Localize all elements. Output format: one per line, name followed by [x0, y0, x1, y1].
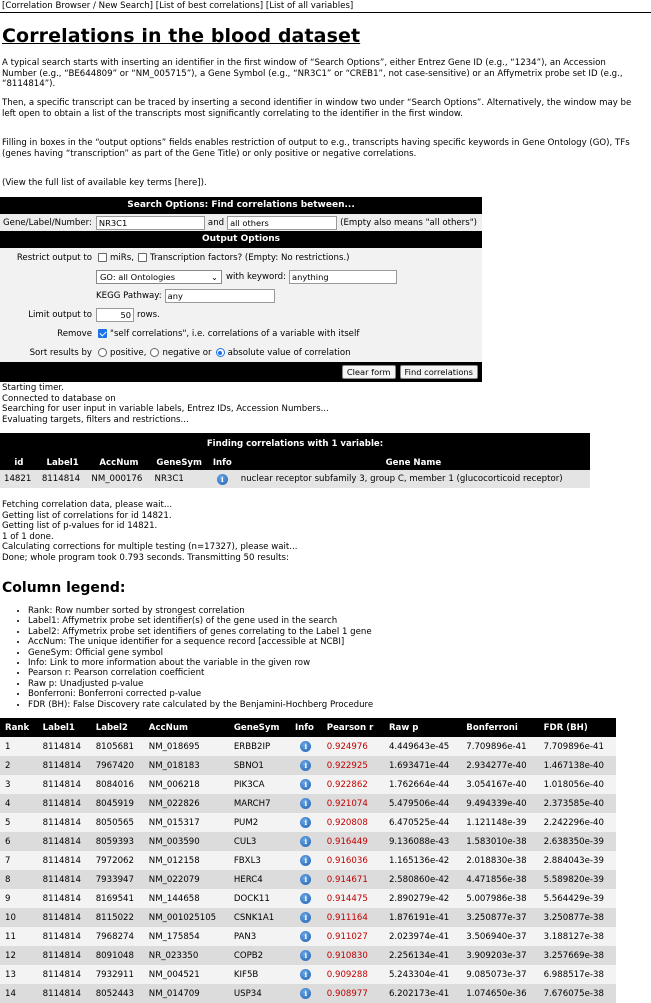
go-select-value: GO: all Ontologies [100, 271, 176, 282]
sort-positive-label: positive, [110, 347, 147, 358]
intro-paragraph-2: Then, a specific transcript can be traced by inserting a second identifier in window two under “Search Options”. Alternatively, the window may be left open to obtain a list of the transcripts most significantly correlating to the identifier in the first window. [2, 98, 632, 119]
top-navigation [0, 0, 651, 13]
cell-accnum: NM_012158 [144, 851, 229, 870]
cell-accnum: NM_001025105 [144, 908, 229, 927]
cell-raw-p: 6.470525e-44 [384, 813, 461, 832]
cell-pearson-r: 0.916036 [322, 851, 384, 870]
cell-bonferroni: 9.085073e-37 [461, 965, 538, 984]
gene-input[interactable]: NR3C1 [96, 216, 205, 230]
log-line: Calculating corrections for multiple testing (n=17327), please wait... [2, 542, 298, 552]
page-title: Correlations in the blood dataset [2, 25, 361, 47]
cell-bonferroni: 9.494339e-40 [461, 794, 538, 813]
cell-bonferroni: 2.018830e-38 [461, 851, 538, 870]
tf-label: Transcription factors? (Empty: No restrictions.) [149, 252, 350, 263]
cell-label1: 8114814 [38, 851, 91, 870]
key-terms-link[interactable]: (View the full list of available key terms [here]). [2, 178, 207, 188]
cell-genesym: KIF5B [229, 965, 290, 984]
cell-bonferroni: 4.471856e-38 [461, 870, 538, 889]
cell-label1: 8114814 [38, 737, 91, 756]
nav-new-search-link[interactable]: [Correlation Browser / New Search] [2, 1, 154, 11]
cell-info [290, 965, 322, 984]
found-variable-table [0, 433, 590, 488]
col-header: Label1 [38, 455, 88, 470]
results-col-header: Label2 [91, 718, 144, 737]
results-col-header: AccNum [144, 718, 229, 737]
sort-negative-radio[interactable] [150, 348, 159, 357]
legend-item: • Rank: Row number sorted by strongest correlation [28, 606, 373, 616]
results-col-header: Bonferroni [461, 718, 538, 737]
cell-genesym: FBXL3 [229, 851, 290, 870]
legend-item: • Label2: Affymetrix probe set identifiers of genes correlating to the Label 1 gene [28, 627, 373, 637]
cell-raw-p: 1.876191e-41 [384, 908, 461, 927]
cell-pearson-r: 0.922925 [322, 756, 384, 775]
cell-accnum: NM_004521 [144, 965, 229, 984]
cell-label1: 8114814 [38, 946, 91, 965]
cell-label1: 8114814 [38, 775, 91, 794]
info-icon[interactable]: i [300, 855, 311, 866]
rows-label: rows. [137, 309, 160, 320]
and-label: and [207, 217, 225, 228]
empty-note: (Empty also means "all others") [340, 217, 477, 228]
cell-label1: 8114814 [38, 470, 88, 488]
cell-label2: 8052443 [91, 984, 144, 1003]
cell-pearson-r: 0.914671 [322, 870, 384, 889]
cell-accnum: NM_022826 [144, 794, 229, 813]
sort-positive-radio[interactable] [98, 348, 107, 357]
table-row [0, 756, 616, 775]
cell-bonferroni: 3.506940e-37 [461, 927, 538, 946]
cell-fdr: 2.638350e-39 [539, 832, 616, 851]
cell-raw-p: 6.202173e-41 [384, 984, 461, 1003]
table-row [0, 927, 616, 946]
cell-label2: 8050565 [91, 813, 144, 832]
sort-absolute-radio[interactable] [216, 348, 225, 357]
cell-rank: 3 [0, 775, 38, 794]
cell-genesym: DOCK11 [229, 889, 290, 908]
col-header: GeneSym [151, 455, 208, 470]
cell-fdr: 2.373585e-40 [539, 794, 616, 813]
table-row [0, 832, 616, 851]
cell-accnum: NM_022079 [144, 870, 229, 889]
cell-fdr: 3.257669e-38 [539, 946, 616, 965]
go-ontology-select[interactable] [96, 270, 222, 284]
cell-raw-p: 2.580860e-42 [384, 870, 461, 889]
cell-label2: 7933947 [91, 870, 144, 889]
log-line: 1 of 1 done. [2, 531, 54, 542]
kegg-input[interactable]: any [165, 289, 275, 303]
cell-info [290, 813, 322, 832]
cell-bonferroni: 3.054167e-40 [461, 775, 538, 794]
cell-genesym: PIK3CA [229, 775, 290, 794]
info-icon[interactable]: i [300, 931, 311, 942]
cell-label2: 8045919 [91, 794, 144, 813]
sort-absolute-label: absolute value of correlation [227, 347, 351, 358]
results-table [0, 718, 616, 1003]
table-row [0, 889, 616, 908]
remove-self-checkbox[interactable] [98, 329, 107, 338]
sort-negative-label: negative or [162, 347, 212, 358]
cell-genesym: ERBB2IP [229, 737, 290, 756]
legend-item: • Bonferroni: Bonferroni corrected p-value [28, 689, 373, 699]
log-line: Starting timer. [2, 383, 64, 393]
column-legend-list [16, 606, 373, 710]
cell-rank: 8 [0, 870, 38, 889]
cell-accnum: NM_014709 [144, 984, 229, 1003]
info-icon[interactable]: i [300, 779, 311, 790]
cell-rank: 13 [0, 965, 38, 984]
info-icon[interactable]: i [300, 950, 311, 961]
cell-raw-p: 5.479506e-44 [384, 794, 461, 813]
cell-pearson-r: 0.908977 [322, 984, 384, 1003]
info-icon[interactable]: i [300, 912, 311, 923]
keyword-input[interactable]: anything [289, 270, 397, 284]
cell-label2: 8059393 [91, 832, 144, 851]
log-line: Connected to database on [2, 393, 116, 404]
legend-item: • Pearson r: Pearson correlation coefficient [28, 668, 373, 678]
cell-accnum: NM_018695 [144, 737, 229, 756]
cell-info [290, 756, 322, 775]
results-col-header: Rank [0, 718, 38, 737]
status-log-2 [2, 500, 642, 563]
table-row [0, 470, 590, 488]
info-icon[interactable]: i [300, 874, 311, 885]
log-line: Evaluating targets, filters and restrictions... [2, 414, 189, 425]
legend-item: • AccNum: The unique identifier for a sequence record [accessible at NCBI] [28, 637, 373, 647]
cell-accnum: NR_023350 [144, 946, 229, 965]
sort-label: Sort results by [29, 347, 92, 358]
keyword-label: with keyword: [226, 271, 287, 282]
cell-label2: 7932911 [91, 965, 144, 984]
cell-pearson-r: 0.910830 [322, 946, 384, 965]
results-col-header: Pearson r [322, 718, 384, 737]
cell-info [290, 851, 322, 870]
cell-rank: 1 [0, 737, 38, 756]
search-form [0, 197, 482, 382]
cell-fdr: 3.250877e-38 [539, 908, 616, 927]
limit-input[interactable]: 50 [96, 308, 134, 322]
legend-item: • Label1: Affymetrix probe set identifier(s) of the gene used in the search [28, 616, 373, 626]
results-col-header: Info [290, 718, 322, 737]
cell-genesym: PAN3 [229, 927, 290, 946]
cell-bonferroni: 5.007986e-38 [461, 889, 538, 908]
cell-raw-p: 2.256134e-41 [384, 946, 461, 965]
legend-item: • Raw p: Unadjusted p-value [28, 679, 373, 689]
cell-info [290, 908, 322, 927]
gene-label: Gene/Label/Number: [3, 217, 92, 228]
col-header: Info [208, 455, 237, 470]
cell-label1: 8114814 [38, 756, 91, 775]
cell-bonferroni: 1.074650e-36 [461, 984, 538, 1003]
cell-genesym: SBNO1 [229, 756, 290, 775]
cell-label1: 8114814 [38, 794, 91, 813]
cell-gene-name: nuclear receptor subfamily 3, group C, member 1 (glucocorticoid receptor) [237, 470, 590, 488]
nav-all-variables-link[interactable]: [List of all variables] [265, 1, 354, 11]
cell-fdr: 1.467138e-40 [539, 756, 616, 775]
table-row [0, 965, 616, 984]
cell-genesym: CSNK1A1 [229, 908, 290, 927]
cell-accnum: NM_003590 [144, 832, 229, 851]
info-icon[interactable]: i [300, 836, 311, 847]
cell-raw-p: 4.449643e-45 [384, 737, 461, 756]
info-icon[interactable]: i [300, 817, 311, 828]
table-row [0, 775, 616, 794]
cell-rank: 12 [0, 946, 38, 965]
cell-genesym: MARCH7 [229, 794, 290, 813]
cell-pearson-r: 0.924976 [322, 737, 384, 756]
cell-info [290, 775, 322, 794]
cell-info [290, 832, 322, 851]
cell-label2: 7972062 [91, 851, 144, 870]
cell-label1: 8114814 [38, 908, 91, 927]
cell-rank: 5 [0, 813, 38, 832]
cell-bonferroni: 1.583010e-38 [461, 832, 538, 851]
cell-pearson-r: 0.922862 [322, 775, 384, 794]
info-icon[interactable]: i [300, 760, 311, 771]
search-options-header: Search Options: Find correlations between... [0, 197, 482, 214]
cell-raw-p: 2.023974e-41 [384, 927, 461, 946]
cell-info [290, 794, 322, 813]
cell-label2: 8169541 [91, 889, 144, 908]
cell-raw-p: 1.693471e-44 [384, 756, 461, 775]
cell-bonferroni: 3.250877e-37 [461, 908, 538, 927]
cell-label1: 8114814 [38, 889, 91, 908]
second-identifier-input[interactable]: all others [227, 216, 337, 230]
table-row [0, 737, 616, 756]
cell-fdr: 2.884043e-39 [539, 851, 616, 870]
cell-rank: 7 [0, 851, 38, 870]
cell-bonferroni: 2.934277e-40 [461, 756, 538, 775]
cell-rank: 2 [0, 756, 38, 775]
mirs-label: miRs, [110, 252, 134, 263]
info-icon[interactable]: i [300, 798, 311, 809]
cell-pearson-r: 0.921074 [322, 794, 384, 813]
cell-rank: 6 [0, 832, 38, 851]
cell-genesym: NR3C1 [151, 470, 208, 488]
cell-label2: 7968274 [91, 927, 144, 946]
cell-rank: 14 [0, 984, 38, 1003]
nav-best-correlations-link[interactable]: [List of best correlations] [155, 1, 264, 11]
cell-label1: 8114814 [38, 813, 91, 832]
info-icon[interactable]: i [300, 741, 311, 752]
cell-pearson-r: 0.911027 [322, 927, 384, 946]
cell-pearson-r: 0.909288 [322, 965, 384, 984]
cell-label1: 8114814 [38, 927, 91, 946]
cell-label2: 8115022 [91, 908, 144, 927]
cell-genesym: PUM2 [229, 813, 290, 832]
cell-id: 14821 [0, 470, 38, 488]
cell-genesym: COPB2 [229, 946, 290, 965]
found-table-header: Finding correlations with 1 variable: [0, 433, 590, 455]
log-line: Getting list of p-values for id 14821. [2, 521, 158, 531]
col-header: Gene Name [237, 455, 590, 470]
cell-label2: 8084016 [91, 775, 144, 794]
log-line: Done; whole program took 0.793 seconds. Transmitting 50 results: [2, 552, 289, 563]
clear-form-button[interactable]: Clear form [342, 365, 396, 379]
table-row [0, 908, 616, 927]
cell-accnum: NM_015317 [144, 813, 229, 832]
cell-pearson-r: 0.920808 [322, 813, 384, 832]
cell-accnum: NM_018183 [144, 756, 229, 775]
table-row [0, 851, 616, 870]
cell-rank: 4 [0, 794, 38, 813]
restrict-label: Restrict output to [16, 252, 92, 263]
cell-info [290, 737, 322, 756]
col-header: AccNum [87, 455, 150, 470]
cell-bonferroni: 1.121148e-39 [461, 813, 538, 832]
status-log-1 [2, 383, 642, 425]
cell-genesym: HERC4 [229, 870, 290, 889]
cell-fdr: 7.676075e-38 [539, 984, 616, 1003]
remove-label: Remove [57, 328, 92, 339]
cell-fdr: 2.242296e-40 [539, 813, 616, 832]
form-buttons [0, 362, 482, 382]
results-col-header: Raw p [384, 718, 461, 737]
cell-info [290, 870, 322, 889]
table-row [0, 813, 616, 832]
output-options-header: Output Options [0, 231, 482, 248]
log-line: Searching for user input in variable labels, Entrez IDs, Accession Numbers... [2, 404, 329, 414]
intro-paragraph-3: Filling in boxes in the “output options” fields enables restriction of output to e.g., transcripts having specific keywords in Gene Ontology (GO), TFs (genes having “transcription” as part of the Gene Title) or only positive or negative correlations. [2, 138, 630, 159]
info-icon[interactable]: i [300, 969, 311, 980]
column-legend-title: Column legend: [2, 580, 126, 596]
cell-fdr: 5.589820e-39 [539, 870, 616, 889]
cell-pearson-r: 0.911164 [322, 908, 384, 927]
table-row [0, 870, 616, 889]
legend-item: • FDR (BH): False Discovery rate calculated by the Benjamini-Hochberg Procedure [28, 700, 373, 710]
cell-fdr: 3.188127e-38 [539, 927, 616, 946]
results-col-header: GeneSym [229, 718, 290, 737]
cell-fdr: 1.018056e-40 [539, 775, 616, 794]
cell-fdr: 6.988517e-38 [539, 965, 616, 984]
intro-text [2, 58, 642, 197]
info-icon[interactable]: i [300, 988, 311, 999]
table-row [0, 794, 616, 813]
log-line: Fetching correlation data, please wait... [2, 500, 173, 510]
output-options [0, 248, 482, 362]
cell-label2: 8105681 [91, 737, 144, 756]
cell-label2: 7967420 [91, 756, 144, 775]
mirs-checkbox[interactable] [98, 253, 107, 262]
info-icon[interactable]: i [217, 474, 228, 485]
cell-accnum: NM_175854 [144, 927, 229, 946]
cell-raw-p: 1.762664e-44 [384, 775, 461, 794]
cell-raw-p: 1.165136e-42 [384, 851, 461, 870]
cell-label1: 8114814 [38, 870, 91, 889]
cell-bonferroni: 7.709896e-41 [461, 737, 538, 756]
intro-paragraph-1: A typical search starts with inserting an identifier in the first window of “Search Options”, either Entrez Gene ID (e.g., “1234”), an Accession Number (e.g., “BE644809” or “NM_005715”), a Gene Symbol (e.g., “NR3C1” or “CREB1”, not case-sensitive) or an Affymetrix probe set ID (e.g., “8114814”). [2, 58, 623, 90]
cell-fdr: 7.709896e-41 [539, 737, 616, 756]
cell-info [290, 889, 322, 908]
cell-info [290, 927, 322, 946]
table-row [0, 946, 616, 965]
cell-rank: 11 [0, 927, 38, 946]
cell-genesym: USP34 [229, 984, 290, 1003]
legend-item: • Info: Link to more information about the variable in the given row [28, 658, 373, 668]
kegg-label: KEGG Pathway: [96, 290, 162, 301]
cell-pearson-r: 0.916449 [322, 832, 384, 851]
cell-raw-p: 9.136088e-43 [384, 832, 461, 851]
cell-accnum: NM_144658 [144, 889, 229, 908]
info-icon[interactable]: i [300, 893, 311, 904]
remove-self-label: "self correlations", i.e. correlations of a variable with itself [110, 328, 360, 339]
cell-rank: 10 [0, 908, 38, 927]
cell-pearson-r: 0.914475 [322, 889, 384, 908]
find-correlations-button[interactable]: Find correlations [400, 365, 478, 379]
col-header: id [0, 455, 38, 470]
cell-fdr: 5.564429e-39 [539, 889, 616, 908]
table-row [0, 984, 616, 1003]
cell-label1: 8114814 [38, 984, 91, 1003]
tf-checkbox[interactable] [138, 253, 147, 262]
gene-row [0, 214, 482, 231]
chevron-down-icon: ⌄ [211, 271, 218, 282]
log-line: Getting list of correlations for id 14821. [2, 510, 172, 521]
cell-info [290, 946, 322, 965]
cell-bonferroni: 3.909203e-37 [461, 946, 538, 965]
results-col-header: FDR (BH) [539, 718, 616, 737]
cell-rank: 9 [0, 889, 38, 908]
results-col-header: Label1 [38, 718, 91, 737]
cell-raw-p: 2.890279e-42 [384, 889, 461, 908]
cell-accnum: NM_000176 [87, 470, 150, 488]
legend-item: • GeneSym: Official gene symbol [28, 648, 373, 658]
limit-label: Limit output to [28, 309, 92, 320]
cell-raw-p: 5.243304e-41 [384, 965, 461, 984]
cell-info [290, 984, 322, 1003]
cell-label1: 8114814 [38, 832, 91, 851]
cell-label1: 8114814 [38, 965, 91, 984]
cell-genesym: CUL3 [229, 832, 290, 851]
cell-accnum: NM_006218 [144, 775, 229, 794]
cell-label2: 8091048 [91, 946, 144, 965]
